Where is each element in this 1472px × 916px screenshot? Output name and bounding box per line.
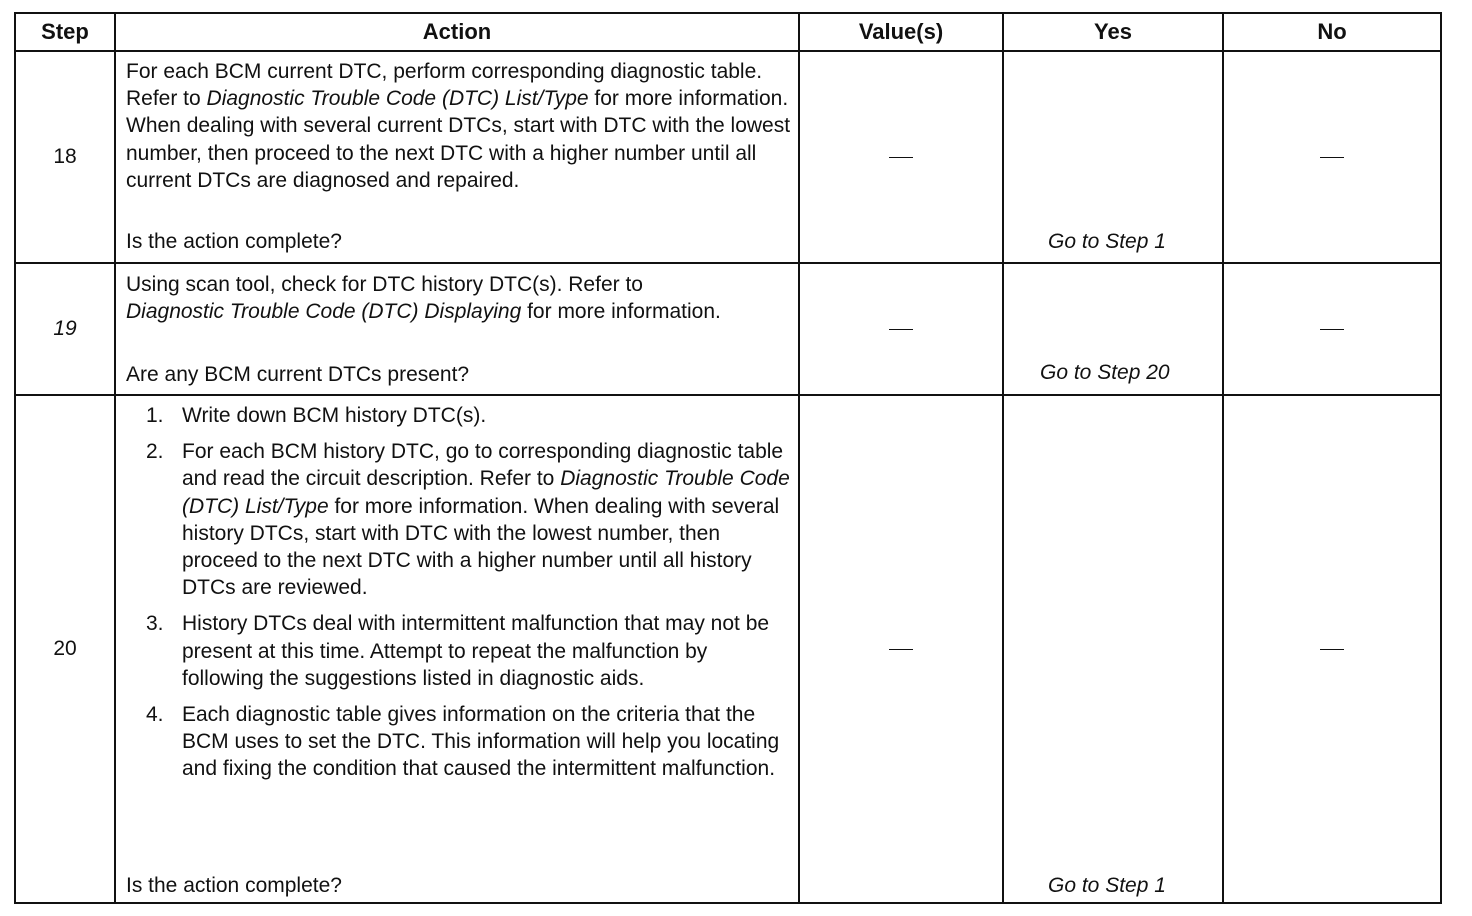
step-number: 19	[53, 317, 77, 340]
yes-cell	[1004, 264, 1222, 394]
table-row	[16, 52, 114, 262]
action-question: Is the action complete?	[126, 230, 342, 253]
header-values: Value(s)	[858, 19, 944, 44]
action-question: Are any BCM current DTCs present?	[126, 363, 470, 386]
header-no: No	[1317, 19, 1347, 44]
list-item: 2. For each BCM history DTC, go to corresponding diagnostic table and read the circuit description. Refer to Diagnostic Trouble Code (DTC) List/Type for more information. When dealing with several history DTCs, start with DTC with the lowest number, then proceed to the next DTC with a higher number until all history DTCs are reviewed.	[146, 440, 790, 600]
yes-cell	[1004, 396, 1222, 902]
header-yes: Yes	[1094, 19, 1132, 44]
action-steps-list	[126, 402, 794, 783]
yes-goto: Go to Step 20	[1040, 361, 1170, 384]
value-cell	[800, 52, 1002, 262]
header-step: Step	[41, 19, 89, 44]
value-dash	[889, 329, 913, 330]
table-row	[16, 396, 114, 902]
yes-goto: Go to Step 1	[1048, 230, 1166, 253]
no-cell	[1224, 396, 1440, 902]
header-action: Action	[422, 19, 492, 44]
no-cell	[1224, 264, 1440, 394]
action-question: Is the action complete?	[126, 874, 342, 897]
yes-goto: Go to Step 1	[1048, 874, 1166, 897]
step-number: 18	[53, 145, 77, 168]
action-cell	[126, 271, 726, 394]
action-cell	[126, 58, 794, 262]
action-text: For each BCM current DTC, perform corresponding diagnostic table. Refer to Diagnostic Trouble Code (DTC) List/Type for more information. When dealing with several current DTCs, start with DTC with the lowest number, then proceed to the next DTC with a higher number until all current DTCs are diagnosed and repaired.	[126, 60, 791, 192]
value-cell	[800, 264, 1002, 394]
column-divider	[114, 14, 116, 902]
list-item: 1. Write down BCM history DTC(s).	[146, 404, 487, 427]
action-cell	[126, 402, 794, 902]
value-cell	[800, 396, 1002, 902]
no-dash	[1320, 329, 1344, 330]
no-cell	[1224, 52, 1440, 262]
yes-cell	[1004, 52, 1222, 262]
step-number: 20	[53, 637, 77, 660]
action-text: Using scan tool, check for DTC history DTC(s). Refer to Diagnostic Trouble Code (DTC) Displaying for more information.	[126, 273, 721, 324]
no-dash	[1320, 649, 1344, 650]
value-dash	[889, 157, 913, 158]
diagnostic-table	[14, 12, 1442, 904]
list-item: 3. History DTCs deal with intermittent malfunction that may not be present at this time. Attempt to repeat the malfunction by following the suggestions listed in diagnostic aids.	[146, 612, 770, 690]
value-dash	[889, 649, 913, 650]
list-item: 4. Each diagnostic table gives information on the criteria that the BCM uses to set the DTC. This information will help you locating and fixing the condition that caused the intermittent malfunction.	[146, 703, 780, 781]
table-row	[16, 264, 114, 394]
no-dash	[1320, 157, 1344, 158]
